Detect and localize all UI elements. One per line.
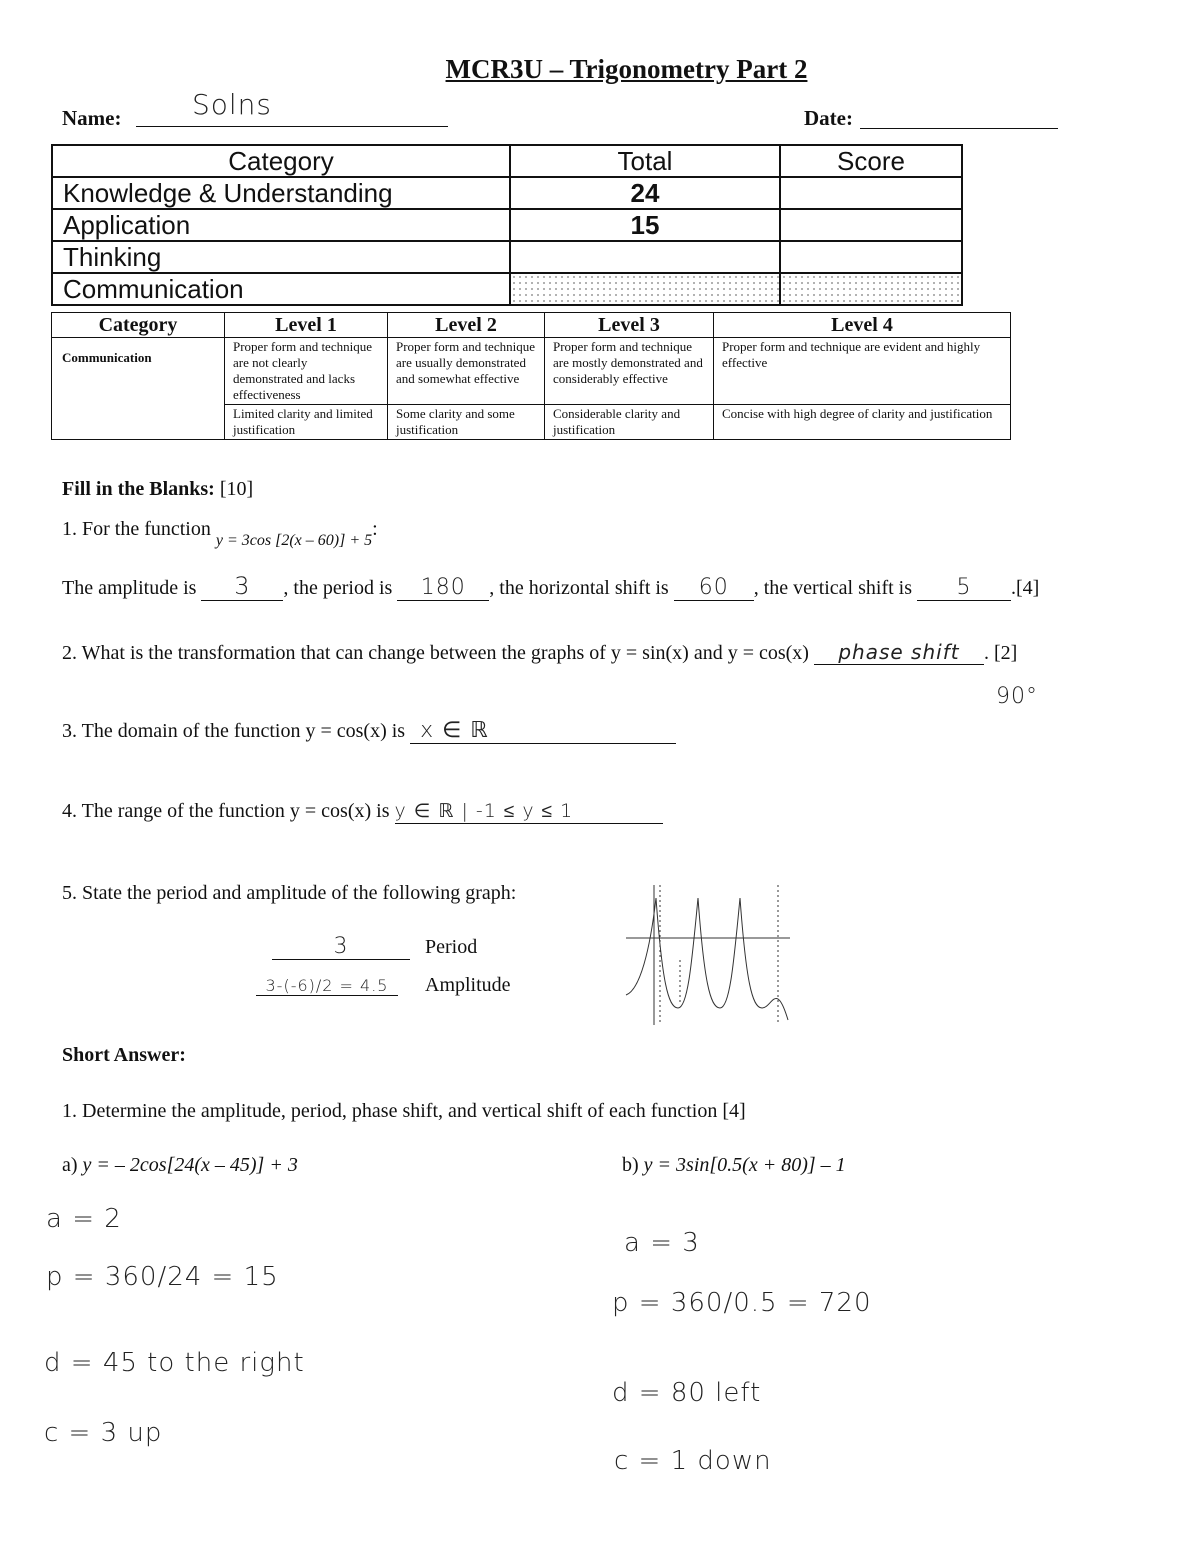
row-total <box>510 241 780 273</box>
q1-text: , the vertical shift is <box>753 577 913 599</box>
q2-text: 2. What is the transformation that can change between the graphs of y = sin(x) and y = cos(x) <box>62 642 809 664</box>
row-score <box>780 273 962 305</box>
sa-a-work: d = 45 to the right <box>44 1348 305 1378</box>
rubric-cell: Proper form and technique are mostly demonstrated and considerably effective <box>545 338 714 405</box>
rubric-table <box>51 312 1011 440</box>
graph-curve <box>656 898 698 1008</box>
page-title: MCR3U – Trigonometry Part 2 <box>445 54 808 84</box>
header-score: Score <box>780 145 962 177</box>
graph-curve <box>740 898 788 1020</box>
sa-b-work: d = 80 left <box>612 1378 762 1408</box>
graph-curve <box>698 898 740 1008</box>
q5-amplitude-answer: 3-(-6)/2 = 4.5 <box>256 976 398 996</box>
q5-period-label: Period <box>425 936 478 958</box>
sa-b-function: y = 3sin[0.5(x + 80)] – 1 <box>643 1154 846 1176</box>
score-row <box>52 241 962 273</box>
name-value: Solns <box>192 88 273 121</box>
rubric-cell: Considerable clarity and justification <box>545 405 714 440</box>
q1-function: y = 3cos [2(x – 60)] + 5 <box>215 532 373 549</box>
score-table <box>51 144 963 306</box>
q2-marks: . [2] <box>983 642 1018 664</box>
q3-answer: x ∈ ℝ <box>410 718 676 744</box>
score-row <box>52 209 962 241</box>
row-total <box>510 273 780 305</box>
q1-amplitude-answer: 3 <box>201 572 283 601</box>
rubric-header: Level 1 <box>225 313 388 338</box>
sa-b-work: p = 360/0.5 = 720 <box>612 1288 872 1318</box>
row-category: Knowledge & Understanding <box>52 177 510 209</box>
q3-text: 3. The domain of the function y = cos(x) is <box>62 720 406 742</box>
header-category: Category <box>52 145 510 177</box>
score-row <box>52 273 962 305</box>
header-total: Total <box>510 145 780 177</box>
sa-a-label: a) <box>62 1154 78 1176</box>
rubric-category: Communication <box>52 338 225 440</box>
date-label: Date: <box>804 106 853 130</box>
q4-answer: y ∈ ℝ | -1 ≤ y ≤ 1 <box>395 800 663 824</box>
sa-b-work: c = 1 down <box>614 1446 772 1476</box>
row-total: 15 <box>510 209 780 241</box>
q5-period-answer: 3 <box>272 934 410 960</box>
name-line <box>136 126 448 127</box>
rubric-cell: Concise with high degree of clarity and justification <box>714 405 1011 440</box>
q5-text: 5. State the period and amplitude of the following graph: <box>62 882 517 904</box>
sa-q1-text: 1. Determine the amplitude, period, phase shift, and vertical shift of each function [4] <box>62 1100 746 1122</box>
name-label: Name: <box>62 106 122 130</box>
row-score <box>780 209 962 241</box>
row-category: Application <box>52 209 510 241</box>
row-score <box>780 177 962 209</box>
q5-graph <box>618 880 798 1030</box>
q1-text: , the horizontal shift is <box>489 577 669 599</box>
rubric-cell: Limited clarity and limited justification <box>225 405 388 440</box>
q1-hshift-answer: 60 <box>674 575 754 601</box>
rubric-header: Level 2 <box>388 313 545 338</box>
section-marks: [10] <box>219 478 254 500</box>
sa-b-label: b) <box>622 1154 639 1176</box>
q1-vshift-answer: 5 <box>917 575 1011 601</box>
q4-text: 4. The range of the function y = cos(x) is <box>62 800 390 822</box>
row-score <box>780 241 962 273</box>
q1-prefix: 1. For the function <box>62 518 211 540</box>
q1-text: The amplitude is <box>62 577 197 599</box>
sa-b-work: a = 3 <box>624 1228 700 1258</box>
q1-suffix: : <box>372 518 378 540</box>
rubric-cell: Proper form and technique are usually demonstrated and somewhat effective <box>388 338 545 405</box>
sa-a-work: a = 2 <box>46 1204 122 1234</box>
rubric-header: Category <box>52 313 225 338</box>
sa-a-work: c = 3 up <box>44 1418 163 1448</box>
rubric-cell: Some clarity and some justification <box>388 405 545 440</box>
rubric-cell: Proper form and technique are not clearly demonstrated and lacks effectiveness <box>225 338 388 405</box>
row-category: Thinking <box>52 241 510 273</box>
q1-marks: .[4] <box>1011 577 1040 599</box>
row-total: 24 <box>510 177 780 209</box>
q1-text: , the period is <box>283 577 393 599</box>
sa-a-work: p = 360/24 = 15 <box>46 1262 279 1292</box>
graph-curve <box>626 898 656 995</box>
date-line <box>860 128 1058 129</box>
rubric-header: Level 3 <box>545 313 714 338</box>
rubric-header: Level 4 <box>714 313 1011 338</box>
section-heading: Fill in the Blanks: <box>62 478 215 500</box>
rubric-cell: Proper form and technique are evident and highly effective <box>714 338 1011 405</box>
row-category: Communication <box>52 273 510 305</box>
short-answer-heading: Short Answer: <box>62 1044 186 1066</box>
score-row <box>52 177 962 209</box>
q2-answer: phase shift <box>814 640 984 665</box>
q5-amplitude-label: Amplitude <box>425 974 511 996</box>
q1-period-answer: 180 <box>397 575 489 601</box>
sa-a-function: y = – 2cos[24(x – 45)] + 3 <box>82 1154 298 1176</box>
q2-note: 90° <box>996 684 1038 709</box>
